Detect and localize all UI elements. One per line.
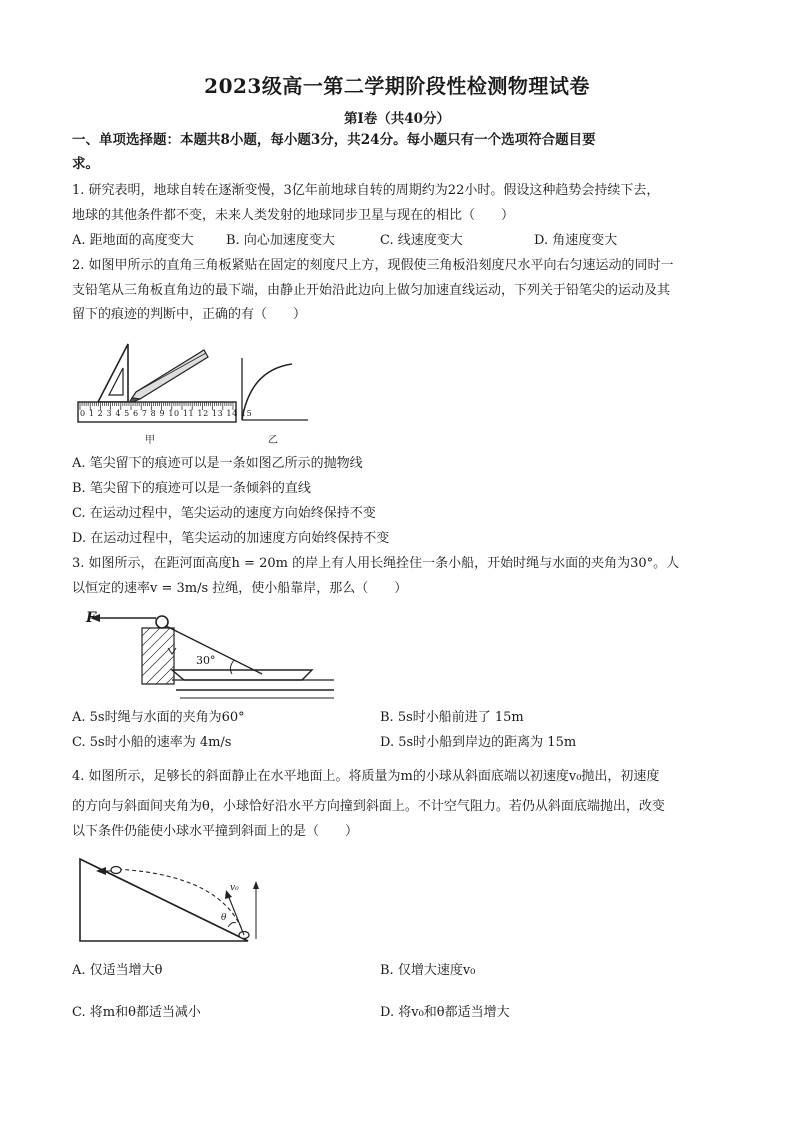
q3-option-a: A. 5s时绳与水面的夹角为60° — [72, 710, 245, 725]
q2-stem-line-3: 留下的痕迹的判断中，正确的有（ ） — [72, 307, 307, 322]
q4-option-b: B. 仅增大速度v₀ — [380, 963, 476, 978]
q3-stem-line-1: 3. 如图所示，在距河面高度h = 20m 的岸上有人用长绳拴住一条小船，开始时绳与水面的夹角为30°。人 — [72, 556, 680, 571]
force-label: F — [86, 610, 96, 626]
q1-option-b: B. 向心加速度变大 — [226, 233, 335, 248]
q4-option-a: A. 仅适当增大θ — [72, 963, 163, 978]
figure-label-jia: 甲 — [145, 435, 155, 446]
q2-option-d: D. 在运动过程中，笔尖运动的加速度方向始终保持不变 — [72, 531, 390, 546]
q4-option-c: C. 将m和θ都适当减小 — [72, 1005, 201, 1020]
q2-stem-line-2: 支铅笔从三角板直角边的最下端，由静止开始沿此边向上做匀加速直线运动，下列关于铅笔尖的运动及其 — [72, 283, 671, 298]
q2-option-c: C. 在运动过程中，笔尖运动的速度方向始终保持不变 — [72, 506, 376, 521]
q4-stem-line-3: 以下条件仍能使小球水平撞到斜面上的是（ ） — [72, 824, 359, 839]
q1-option-d: D. 角速度变大 — [534, 233, 618, 248]
q4-option-d: D. 将v₀和θ都适当增大 — [380, 1005, 510, 1020]
ruler-scale-label: 0 1 2 3 4 5 6 7 8 9 10 11 12 13 14 15 — [80, 409, 253, 418]
q4-stem-line-2: 的方向与斜面间夹角为θ，小球恰好沿水平方向撞到斜面上。不计空气阻力。若仍从斜面底端抛出，改变 — [72, 799, 665, 814]
section-heading-line-2: 求。 — [72, 156, 99, 172]
section-heading-line-1: 一、单项选择题：本题共8小题，每小题3分，共24分。每小题只有一个选项符合题目要 — [72, 132, 596, 148]
q3-option-b: B. 5s时小船前进了 15m — [380, 710, 524, 725]
q4-stem-line-1: 4. 如图所示，足够长的斜面静止在水平地面上。将质量为m的小球从斜面底端以初速度v₀抛出，初速度 — [72, 769, 660, 784]
q3-option-c: C. 5s时小船的速率为 4m/s — [72, 735, 232, 750]
q1-stem-line-1: 1. 研究表明，地球自转在逐渐变慢，3亿年前地球自转的周期约为22小时。假设这种趋势会持续下去， — [72, 183, 660, 198]
q1-option-c: C. 线速度变大 — [380, 233, 463, 248]
q2-option-a: A. 笔尖留下的痕迹可以是一条如图乙所示的抛物线 — [72, 456, 363, 471]
paper-part-title: 第Ⅰ卷（共40分） — [343, 111, 451, 127]
exam-title: 2023级高一第二学期阶段性检测物理试卷 — [204, 74, 590, 98]
q4-figure-incline — [78, 855, 262, 945]
q2-option-b: B. 笔尖留下的痕迹可以是一条倾斜的直线 — [72, 481, 311, 496]
q3-stem-line-2: 以恒定的速率v = 3m/s 拉绳，使小船靠岸，那么（ ） — [72, 581, 408, 596]
q1-option-a: A. 距地面的高度变大 — [72, 233, 194, 248]
figure-label-yi: 乙 — [268, 435, 278, 446]
angle-label: 30° — [196, 654, 216, 667]
q2-stem-line-1: 2. 如图甲所示的直角三角板紧贴在固定的刻度尺上方，现假使三角板沿刻度尺水平向右匀速运动的同时一 — [72, 258, 674, 273]
q2-figure-jia — [76, 340, 241, 440]
q1-stem-line-2: 地球的其他条件都不变，未来人类发射的地球同步卫星与现在的相比（ ） — [72, 208, 515, 223]
q3-option-d: D. 5s时小船到岸边的距离为 15m — [380, 735, 577, 750]
theta-label: θ — [221, 913, 227, 923]
v0-label: v₀ — [230, 883, 239, 893]
q2-figure-yi — [234, 356, 314, 426]
